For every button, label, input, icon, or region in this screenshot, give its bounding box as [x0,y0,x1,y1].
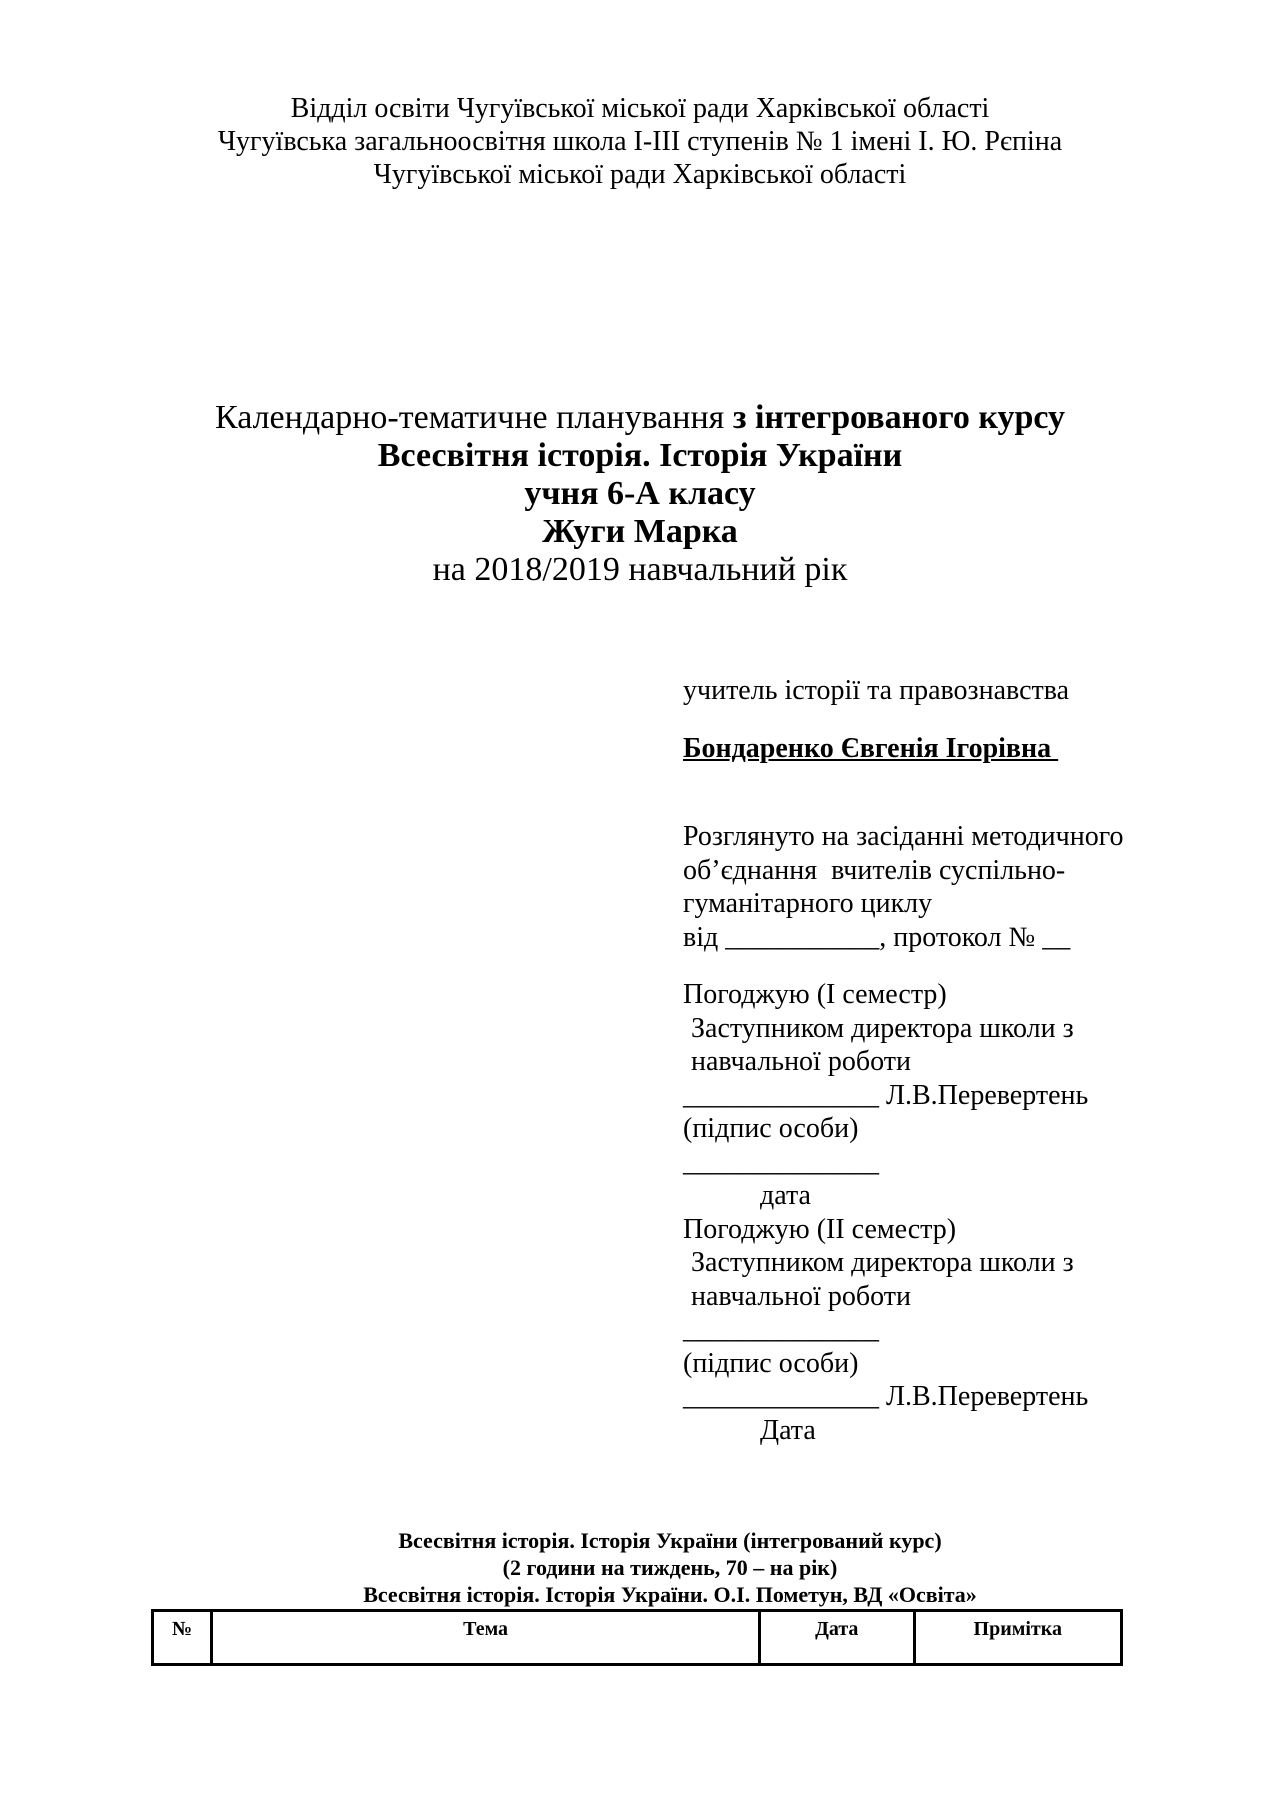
title-line-year: на 2018/2019 навчальний рік [432,551,848,588]
spacer [683,954,1243,978]
title-line-subject: Всесвітня історія. Історія України [377,437,903,474]
institution-header [0,92,1280,191]
sem2-signature-label: (підпис особи) [683,1347,859,1379]
title-plan-course: з інтегрованого курсу [732,399,1066,436]
title-plan-prefix: Календарно-тематичне планування [214,399,733,436]
sem2-approval-title: Погоджую (ІІ семестр) [683,1213,957,1245]
table-caption [0,1527,1280,1608]
reviewed-line-2: об’єднання вчителів суспільно- [683,854,1066,886]
sem2-deputy-line-1: Заступником директора школи з [691,1247,1074,1278]
teacher-role: учитель історії та правознавства [683,675,1070,706]
header-line-school: Чугуївська загальноосвітня школа І-ІІІ ступенів № 1 імені І. Ю. Рєпіна [217,126,1063,157]
table-header-row [153,1611,1122,1665]
title-line-student: Жуги Марка [542,513,738,550]
document-title [0,399,1280,589]
column-header-date: Дата [759,1611,914,1665]
reviewed-line-1: Розглянуто на засіданні методичного [683,821,1124,852]
header-line-department: Відділ освіти Чугуївської міської ради Харківської області [290,93,990,124]
column-header-number: № [153,1611,212,1665]
caption-line-textbook: Всесвітня історія. Історія України. О.І. Пометун, ВД «Освіта» [363,1582,977,1607]
sem1-approval-title: Погоджую (І семестр) [683,979,947,1010]
column-header-note: Примітка [914,1611,1121,1665]
sem2-date-label: Дата [760,1414,816,1446]
sem1-date-label: дата [760,1180,811,1211]
caption-line-hours: (2 години на тиждень, 70 – на рік) [502,1555,838,1580]
column-header-topic: Тема [212,1611,760,1665]
approval-block [683,820,1243,1447]
sem1-signature-line: ______________ Л.В.Перевертень [683,1079,1089,1111]
title-line-class: учня 6-А класу [524,475,756,512]
sem2-date-line: ______________ Л.В.Перевертень [683,1381,1089,1412]
sem2-deputy-line-2: навчальної роботи [691,1280,911,1312]
sem1-deputy-line-2: навчальної роботи [691,1046,911,1077]
teacher-name: Бондаренко Євгенія Ігорівна [683,733,1059,764]
sem2-signature-line: ______________ [683,1314,879,1345]
sem1-deputy-line-1: Заступником директора школи з [691,1012,1074,1044]
plan-table [151,1609,1123,1666]
sem1-signature-label: (підпис особи) [683,1113,859,1144]
caption-line-course: Всесвітня історія. Історія України (інтегрований курс) [398,1528,942,1553]
title-line-plan [0,399,1280,437]
reviewed-line-3: гуманітарного циклу [683,888,933,919]
sem1-date-line: ______________ [683,1146,879,1178]
reviewed-protocol-line: від ___________, протокол № __ [683,921,1071,953]
header-line-council: Чугуївської міської ради Харківської області [373,159,907,190]
